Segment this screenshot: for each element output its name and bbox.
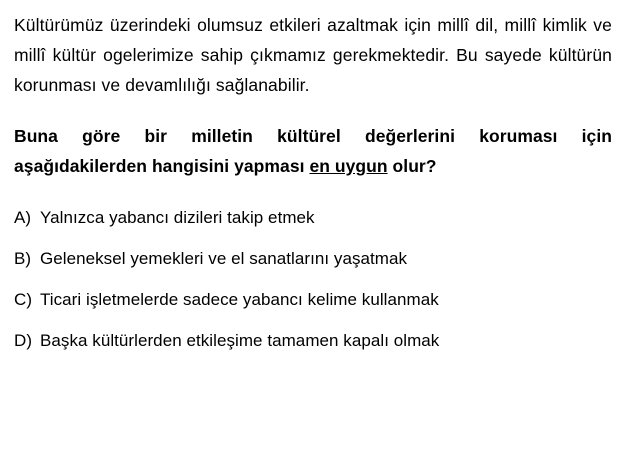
prompt-tail-text: olur?	[387, 156, 437, 176]
choice-a[interactable]	[14, 203, 614, 233]
prompt-emphasis-text: en uygun	[309, 156, 388, 176]
choice-c[interactable]	[14, 285, 614, 315]
choice-c-marker: C)	[14, 290, 33, 309]
choice-b[interactable]	[14, 244, 614, 274]
choice-d-marker: D)	[14, 331, 33, 350]
answer-choices	[14, 203, 614, 356]
passage-paragraph: Kültürümüz üzerindeki olumsuz etkileri azaltmak için millî dil, millî kimlik ve millî kültür ogelerimize sahip çıkmamız gerekmektedir. Bu sayede kültürün korunması ve devamlılığı sağlanabilir.	[14, 15, 612, 95]
choice-b-marker: B)	[14, 249, 32, 268]
choice-b-label: Geleneksel yemekleri ve el sanatlarını yaşatmak	[40, 249, 408, 268]
choice-a-marker: A)	[14, 208, 32, 227]
choice-d-label: Başka kültürlerden etkileşime tamamen kapalı olmak	[40, 331, 440, 350]
passage-block	[14, 10, 612, 100]
choice-a-label: Yalnızca yabancı dizileri takip etmek	[40, 208, 315, 227]
prompt-lead-text: Buna göre bir milletin kültürel değerlerini koruması için aşağıdakilerden hangisini yapması	[14, 126, 612, 176]
choice-d[interactable]	[14, 326, 614, 356]
question-prompt	[14, 121, 612, 181]
choice-c-label: Ticari işletmelerde sadece yabancı kelime kullanmak	[40, 290, 439, 309]
